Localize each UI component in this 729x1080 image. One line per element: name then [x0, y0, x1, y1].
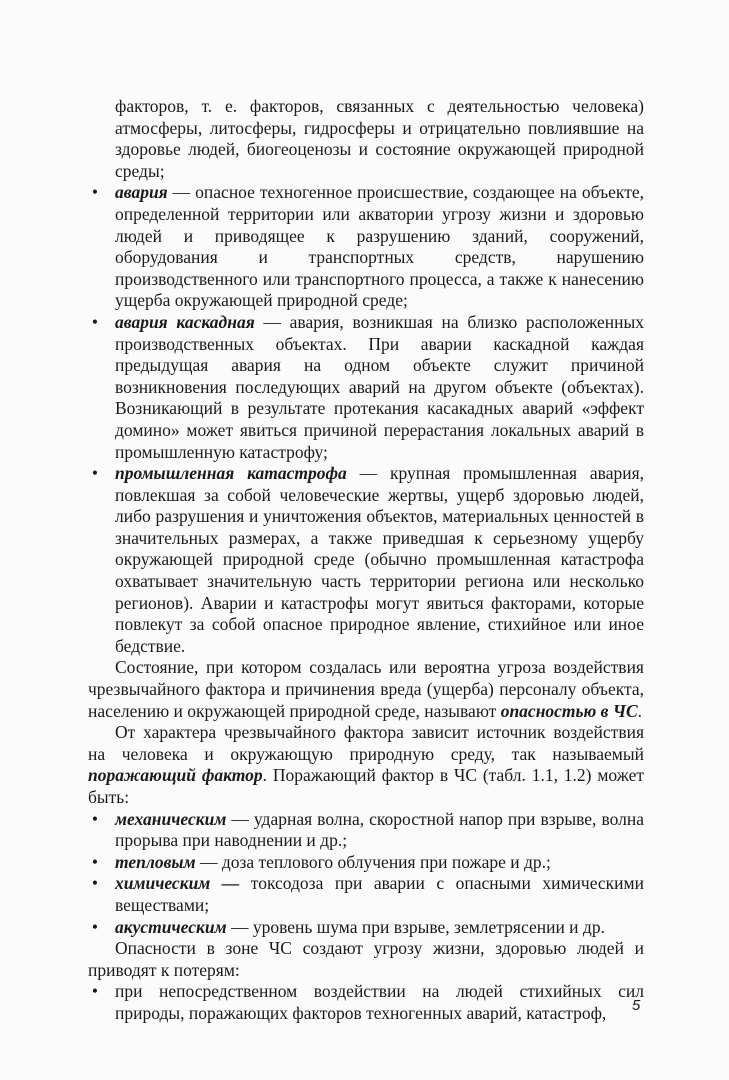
term: авария	[115, 182, 168, 203]
definition: — уровень шума при взрыве, землетрясении и др.	[226, 916, 605, 937]
term: механическим	[115, 808, 227, 829]
term: опасностью в ЧС	[500, 700, 638, 721]
text: От характера чрезвычайного фактора зависит источник воздействия на человека и окружающую природную среду, так называемый	[88, 722, 644, 764]
paragraph-porazhayushchiy-faktor	[88, 722, 644, 808]
term: промышленная катастрофа	[115, 463, 347, 484]
bullet-icon: •	[91, 311, 99, 332]
list-item-teplovym	[88, 852, 644, 874]
bullet-icon: •	[91, 873, 99, 894]
bullet-icon: •	[91, 916, 99, 937]
list-item-mekhanicheskim	[88, 809, 644, 852]
term: авария каскадная	[115, 311, 255, 332]
bullet-icon: •	[91, 981, 99, 1002]
definition: — доза теплового облучения при пожаре и др.;	[195, 851, 551, 872]
bullet-icon: •	[91, 808, 99, 829]
text: .	[637, 700, 643, 721]
text: Состояние, при котором создалась или вероятна угроза воздействия чрезвычайного фактора и причинения вреда (ущерба) персоналу объекта, населению и окружающей природной среде, называют	[88, 657, 644, 721]
paragraph-opasnosti-v-zone: Опасности в зоне ЧС создают угрозу жизни, здоровью людей и приводят к потерям:	[88, 938, 644, 980]
definition: — опасное техногенное происшествие, создающее на объекте, определенной территории или акватории угрозу жизни и здоровью людей и приводящее к разрушению зданий, сооружений, оборудования и транспортных средств, нарушению производственного или транспортного процесса, а также к нанесению ущерба окружающей природной среде;	[115, 182, 644, 311]
term: химическим —	[115, 873, 240, 894]
term: поражающий фактор	[88, 765, 263, 786]
bullet-icon: •	[91, 182, 99, 203]
definition: при непосредственном воздействии на людей стихийных сил природы, поражающих факторов техногенных аварий, катастроф,	[115, 981, 644, 1023]
term: тепловым	[115, 851, 196, 872]
list-item-avaria-kaskadnaya	[88, 312, 644, 463]
bullet-icon: •	[91, 851, 99, 872]
list-item-avaria	[88, 182, 644, 312]
paragraph-opasnost	[88, 657, 644, 722]
definition: — ударная волна, скоростной напор при взрыве, волна прорыва при наводнении и др.;	[115, 808, 644, 851]
text: . Поражающий фактор в ЧС (табл. 1.1, 1.2) может быть:	[88, 765, 645, 807]
page-number: 5	[632, 997, 641, 1014]
list-item-promyshlennaya-katastrofa	[88, 463, 644, 657]
definition: токсодоза при аварии с опасными химическими веществами;	[115, 873, 644, 915]
list-item-vozdeystvie	[88, 981, 644, 1024]
list-item-akusticheskim	[88, 917, 644, 939]
definition: — авария, возникшая на близко расположенных производственных объектах. При аварии каскадной каждая предыдущая авария на одном объекте служит причиной возникновения последующих аварий на другом объекте (объектах). Возникающий в результате протекания касакадных аварий «эффект домино» может явиться причиной перерастания локальных аварий в промышленную катастрофу;	[115, 311, 644, 462]
bullet-icon: •	[91, 463, 99, 484]
page-body	[88, 96, 644, 1025]
term: акустическим	[115, 916, 227, 937]
list-item-khimicheskim	[88, 873, 644, 916]
definition: — крупная промышленная авария, повлекшая за собой человеческие жертвы, ущерб здоровью людей, либо разрушения и уничтожения объектов, материальных ценностей в значительных размерах, а также приведшая к серьезному ущербу окружающей природной среде (обычно промышленная катастрофа охватывает значительную часть территории региона или несколько регионов). Аварии и катастрофы могут явиться факторами, которые повлекут за собой опасное природное явление, стихийное или иное бедствие.	[115, 463, 645, 656]
paragraph-continuation: факторов, т. е. факторов, связанных с деятельностью человека) атмосферы, литосферы, гидросферы и отрицательно повлиявшие на здоровье людей, биогеоценозы и состояние окружающей природной среды;	[115, 96, 644, 181]
